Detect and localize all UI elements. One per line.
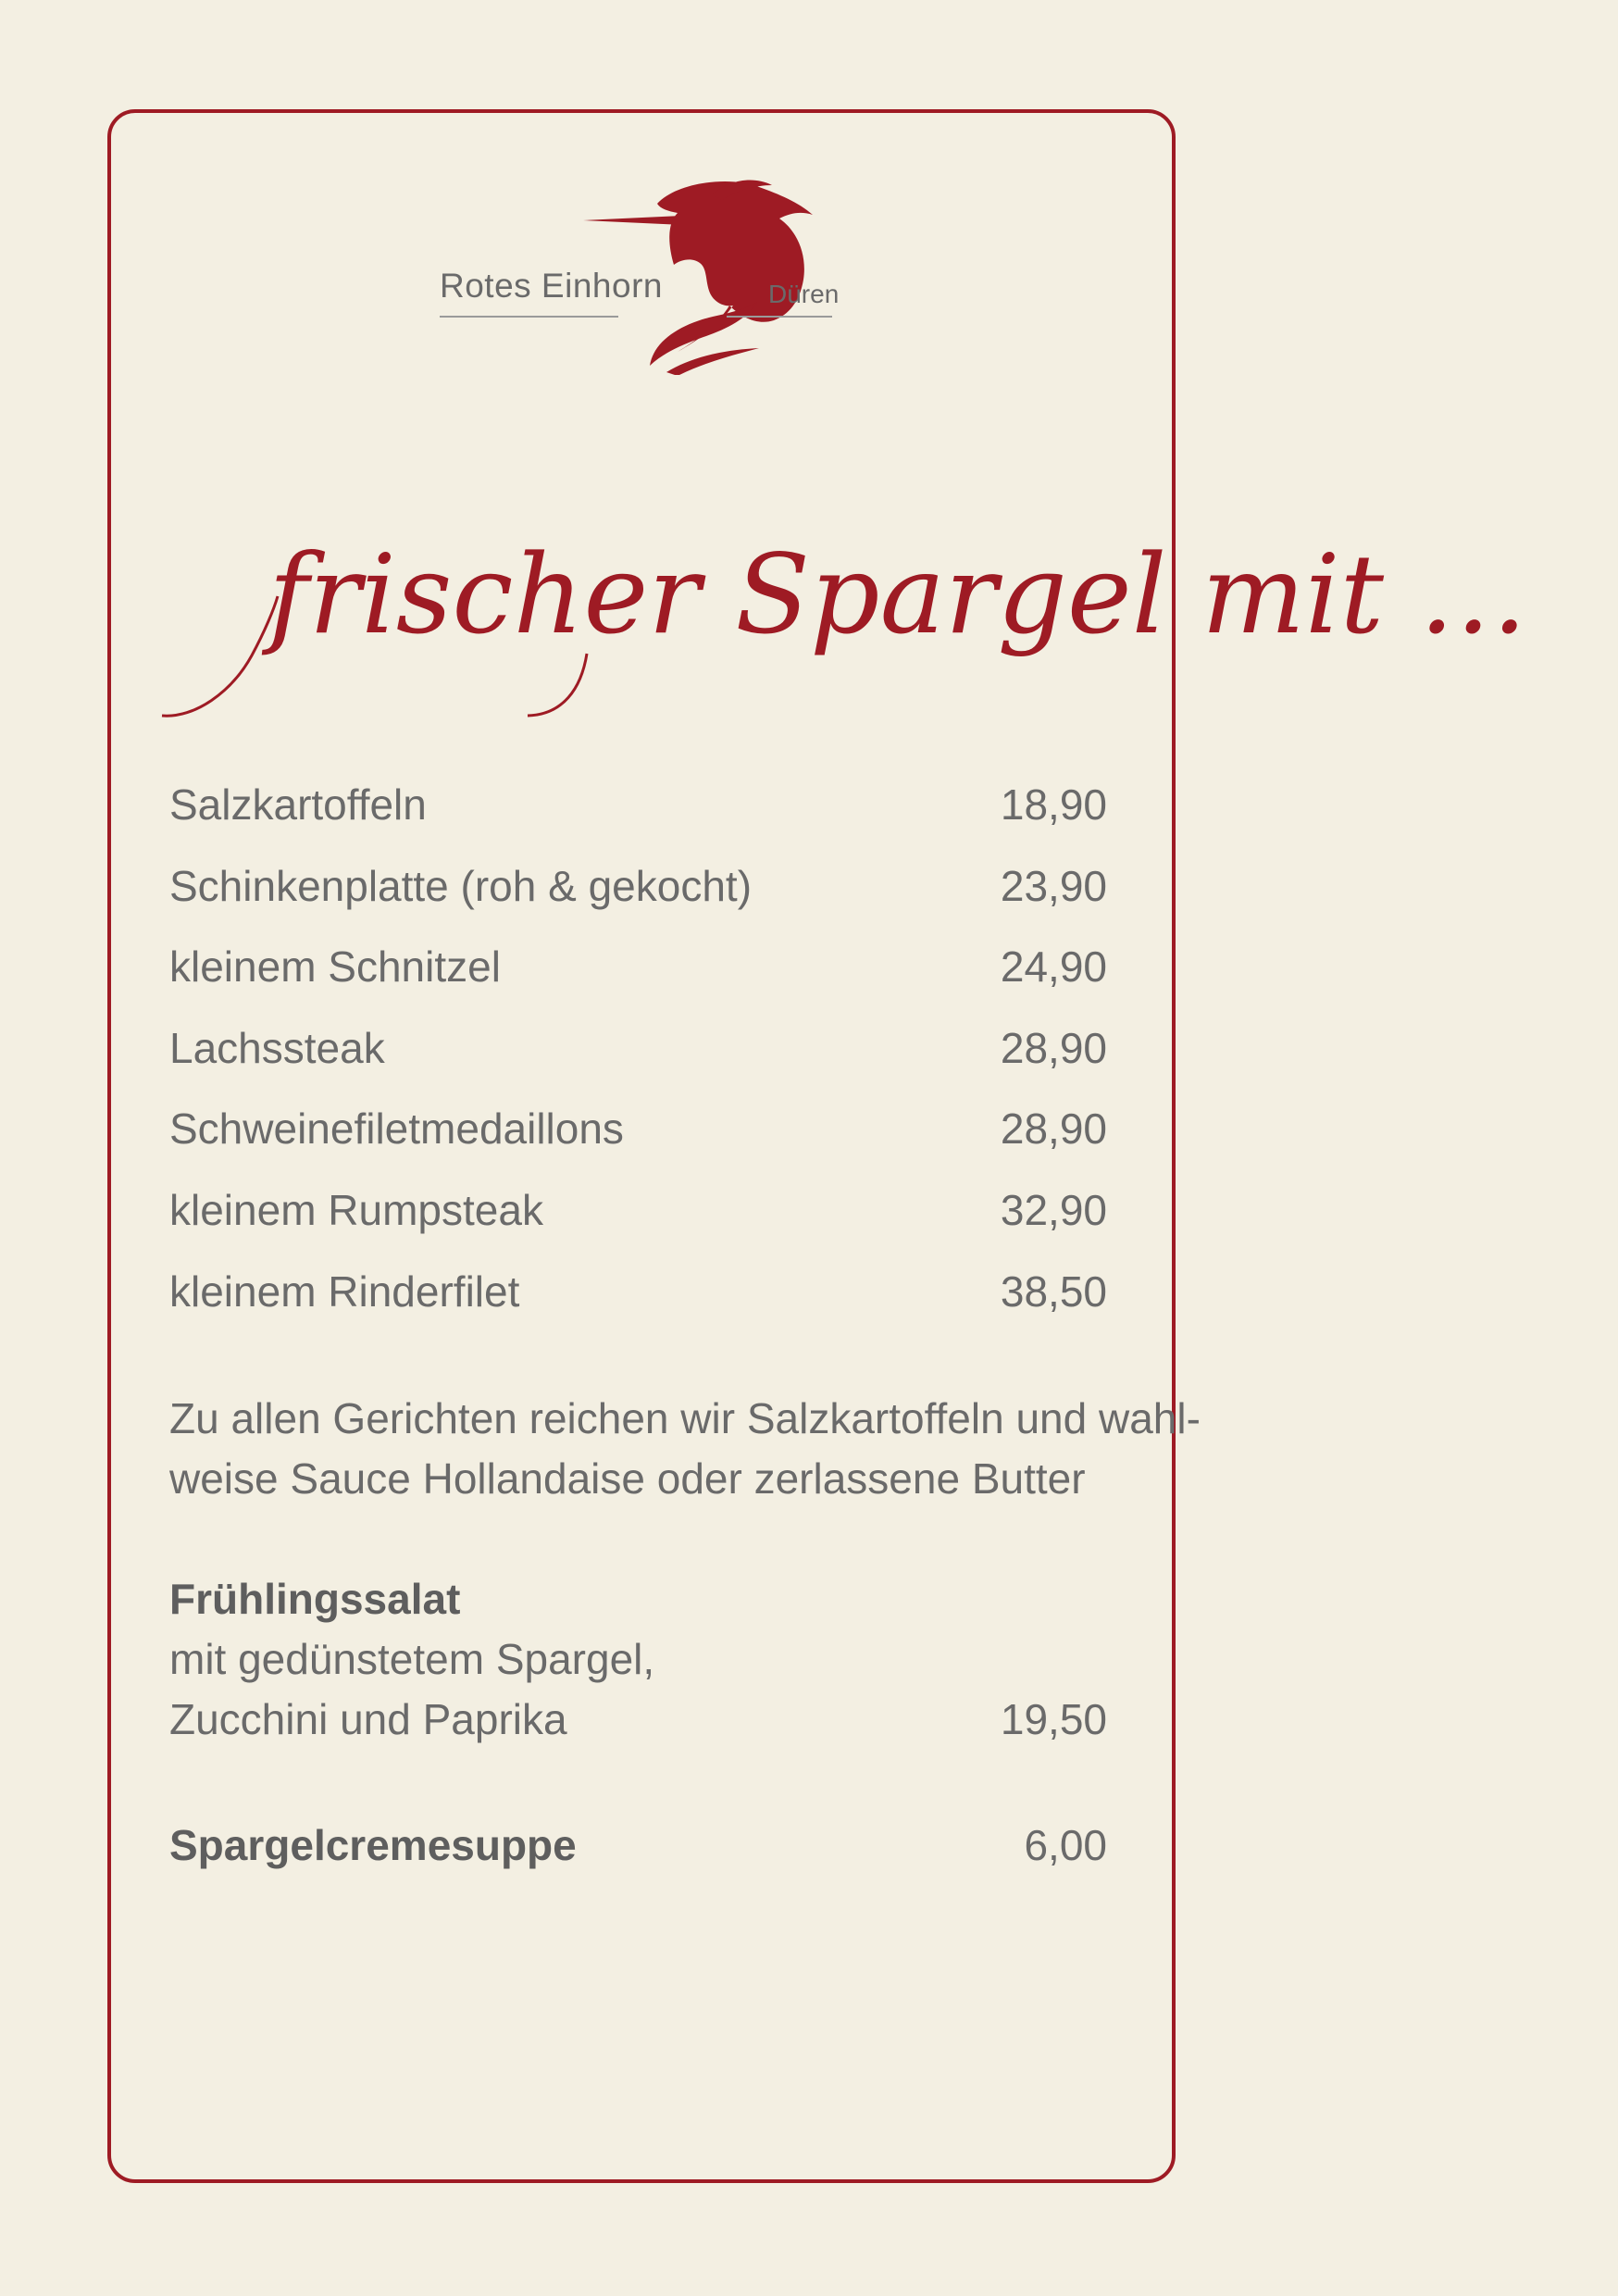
menu-item-price: 38,50: [1000, 1267, 1107, 1316]
brand-name: Rotes Einhorn: [440, 267, 663, 305]
menu-list: [169, 776, 1107, 1343]
menu-row: [169, 776, 1107, 857]
menu-row: [169, 1100, 1107, 1181]
menu-row: [169, 1181, 1107, 1263]
menu-row: [169, 1019, 1107, 1101]
menu-item-price: 24,90: [1000, 942, 1107, 992]
salad-description-row: [169, 1690, 1107, 1750]
logo-divider-right: [727, 316, 832, 318]
menu-item-name: kleinem Rumpsteak: [169, 1185, 543, 1234]
menu-item-name: kleinem Schnitzel: [169, 942, 501, 992]
note-line: weise Sauce Hollandaise oder zerlassene Butter: [169, 1454, 1086, 1503]
brand-city: Düren: [768, 280, 840, 308]
headline: [0, 507, 1618, 730]
menu-item-price: 28,90: [1000, 1104, 1107, 1154]
menu-item-price: 32,90: [1000, 1185, 1107, 1234]
soup-title: Spargelcremesuppe: [169, 1821, 577, 1869]
salad-title: Frühlingssalat: [169, 1575, 461, 1623]
menu-item-price: 18,90: [1000, 780, 1107, 829]
menu-row: [169, 938, 1107, 1019]
salad-description-line: mit gedünstetem Spargel,: [169, 1635, 655, 1683]
salad-description-line: Zucchini und Paprika: [169, 1695, 567, 1743]
soup-item: [169, 1815, 1107, 1876]
menu-item-name: Schweinefiletmedaillons: [169, 1104, 624, 1154]
menu-item-price: 23,90: [1000, 861, 1107, 910]
menu-row: [169, 1263, 1107, 1344]
headline-text: frischer Spargel mit …: [268, 530, 1528, 658]
menu-row: [169, 857, 1107, 939]
side-dish-note: [169, 1389, 1201, 1509]
soup-price: 6,00: [1024, 1821, 1107, 1869]
salad-price: 19,50: [1000, 1695, 1107, 1743]
menu-item-name: kleinem Rinderfilet: [169, 1267, 520, 1316]
menu-item-name: Schinkenplatte (roh & gekocht): [169, 861, 753, 910]
menu-item-name: Lachssteak: [169, 1023, 385, 1072]
salad-item: [169, 1569, 1107, 1750]
menu-item-name: Salzkartoffeln: [169, 780, 427, 829]
logo-divider-left: [440, 316, 618, 318]
note-line: Zu allen Gerichten reichen wir Salzkartoffeln und wahl-: [169, 1394, 1201, 1442]
menu-item-price: 28,90: [1000, 1023, 1107, 1072]
